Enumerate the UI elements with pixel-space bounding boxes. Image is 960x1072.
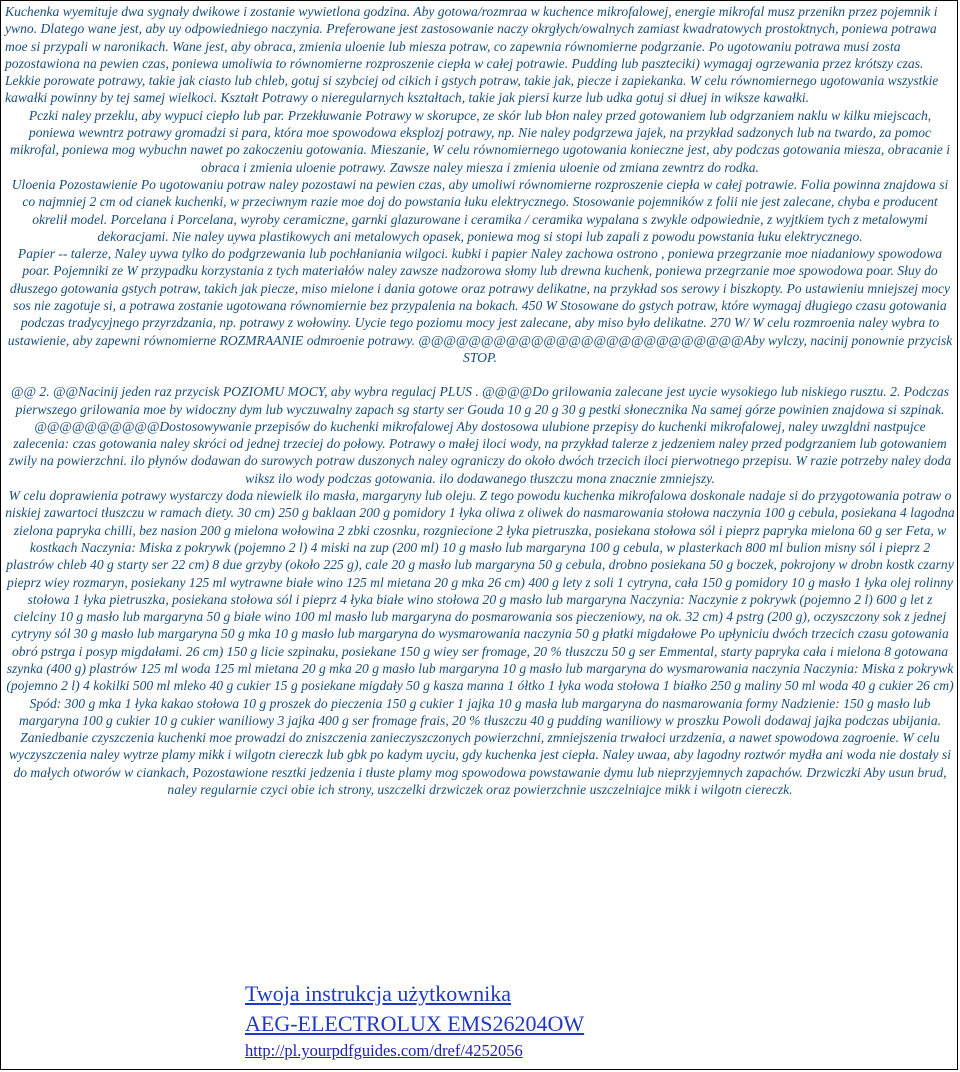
document-body bbox=[5, 3, 955, 798]
paragraph-7: Zaniedbanie czyszczenia kuchenki moe prowadzi do zniszczenia zanieczyszczonych powierzchni, zmniejszenia trwałoci urzdzenia, a nawet spowodowa zagroenie. W celu wyczyszczenia naley wytrze plamy mikk i wilgotn ciereczk lub gbk po kadym uyciu, gdy kuchenka jest ciepła. Naley uwaa, aby lagodny roztwór mydła ani woda nie dostały si do małych otworów w ciankach, Pozostawione resztki jedzenia i tłuste plamy mog spowodowa powstawanie dymu lub nieprzyjemnych zapachów. Drzwiczki Aby usun brud, naley regularnie czyci obie ich strony, uszczelki drzwiczek oraz powierzchnie uszczelniajce mikk i wilgotn ciereczk. bbox=[8, 730, 952, 798]
manual-title-link[interactable]: Twoja instrukcja użytkownika bbox=[245, 981, 512, 1006]
spacer bbox=[5, 366, 955, 383]
footer-links bbox=[245, 979, 584, 1063]
paragraph-6: W celu doprawienia potrawy wystarczy doda niewielk ilo masła, margaryny lub oleju. Z tego powodu kuchenka mikrofalowa doskonale nadaje si do przygotowania potraw o niskiej zawartoci tłuszczu w ramach diety. 30 cm) 250 g baklaan 200 g pomidory 1 łyka oliwa z oliwek do nasmarowania stołowa naczynia 100 g cebula, posiekana 4 lagodna zielona papryka chilli, bez nasion 200 g mielona wołowina 2 zbki czosnku, rozgniecione 2 łyka pietruszka, posiekana stołowa sól i pieprz papryka mielona 60 g ser Feta, w kostkach Naczynia: Miska z pokrywk (pojemno 2 l) 4 miski na zup (200 ml) 10 g masło lub margaryna 100 g cebula, w plasterkach 800 ml bulion misny sól i pieprz 2 plastrów chleb 40 g starty ser 22 cm) 8 due grzyby (około 225 g), cale 20 g masło lub margaryna 50 g cebula, drobno posiekana 50 g boczek, pokrojony w drobn kostk czarny pieprz wiey rozmaryn, posiekany 125 ml wytrawne białe wino 125 ml mietana 20 g mka 26 cm) 400 g lety z soli 1 cytryna, cała 150 g pomidory 10 g masło 1 łyka olej rolinny stołowa 1 łyka pietruszka, posiekana stołowa sól i pieprz 4 łyka białe wino stołowa 20 g masło lub margaryna Naczynia: Naczynie z pokrywk (pojemno 2 l) 600 g let z cielciny 10 g masło lub margaryna 50 g białe wino 100 ml masło lub margaryna do posmarowania sos pieczeniowy, na ok. 32 cm) 4 pstrg (200 g), oczyszczony sok z jednej cytryny sól 30 g masło lub margaryna 50 g mka 10 g masło lub margaryna do wysmarowania naczynia 50 g płatki migdałowe Po upłyniciu dwóch trzecich czasu gotowania obró pstrga i posyp migdałami. 26 cm) 150 g licie szpinaku, posiekane 150 g wiey ser fromage, 20 % tłuszczu 50 g ser Emmental, starty papryka cała i mielona 8 gotowana szynka (400 g) plastrów 125 ml woda 125 ml mietana 20 g mka 20 g masło lub margaryna 10 g masło lub margaryna do wysmarowania naczynia Naczynia: Miska z pokrywk (pojemno 2 l) 4 kokilki 500 ml mleko 40 g cukier 15 g posiekane migdały 50 g kasza manna 1 ółtko 1 łyka woda stołowa 1 białko 250 g maliny 50 ml woda 40 g cukier 26 cm) Spód: 300 g mka 1 łyka kakao stołowa 10 g proszek do pieczenia 150 g cukier 1 jajka 10 g masła lub margaryna do nasmarowania formy Nadzienie: 150 g masło lub margaryna 100 g cukier 10 g cukier waniliowy 3 jajka 400 g ser fromage frais, 20 % tłuszczu 40 g pudding waniliowy w proszku Powoli dodawaj jajka podczas ubijania. bbox=[5, 488, 955, 728]
model-link[interactable]: AEG-ELECTROLUX EMS26204OW bbox=[245, 1011, 585, 1036]
paragraph-1: Kuchenka wyemituje dwa sygnały dwikowe i zostanie wywietlona godzina. Aby gotowa/rozmraa w kuchence mikrofalowej, energie mikrofal musz przenikn przez pojemnik i ywno. Dlatego wane jest, aby uy odpowiedniego naczynia. Preferowane jest zastosowanie naczy okrgłych/owalnych zamiast kwadratowych prostoktnych, poniewa potrawa moe si przypali w naronikach. Wane jest, aby obraca, zmienia uloenie lub miesza potraw, co zapewnia równomierne podgrzanie. Po ugotowaniu potrawa musi zosta pozostawiona na pewien czas, poniewa umoliwia to równomierne rozproszenie ciepła w całej potrawie. Pudding lub paszteciki) wymagaj ogrzewania przez krótszy czas. Lekkie porowate potrawy, takie jak ciasto lub chleb, gotuj si szybciej od cikich i gstych potraw, takie jak, piecze i zapiekanka. W celu równomiernego ugotowania wszystkie kawałki powinny by tej samej wielkoci. Kształt Potrawy o nieregularnych kształtach, takie jak piersi kurze lub udka gotuj si dłuej in wiksze kawałki. bbox=[5, 4, 939, 106]
url-link[interactable]: http://pl.yourpdfguides.com/dref/4252056 bbox=[245, 1041, 523, 1060]
paragraph-5: @@ 2. @@Nacinij jeden raz przycisk POZIOMU MOCY, aby wybra regulacj PLUS . @@@@Do grilowania zalecane jest uycie wysokiego lub niskiego rusztu. 2. Podczas pierwszego grilowania moe by widoczny dym lub wyczuwalny zapach sg starty ser Gouda 10 g 20 g 30 g pestki słonecznika Na samej górze powinien znajdowa si szpinak. @@@@@@@@@@Dostosowywanie przepisów do kuchenki mikrofalowej Aby dostosowa ulubione przepisy do kuchenki mikrofalowej, naley uwzgldni nastpujce zalecenia: czas gotowania naley skróci od jednej trzeciej do połowy. Potrawy o małej iloci wody, na przykład talerze z jedzeniem naley przed podgrzaniem lub gotowaniem zwily na powierzchni. ilo płynów dodawan do surowych potraw duszonych naley ograniczy do około dwóch trzecich iloci pierwotnego przepisu. W razie potrzeby naley doda wiksz ilo wody podczas gotowania. ilo dodawanego tłuszczu mona znacznie zmniejszy. bbox=[8, 384, 952, 486]
paragraph-2: Pczki naley przeklu, aby wypuci ciepło lub par. Przekłuwanie Potrawy w skorupce, ze skór lub błon naley przed gotowaniem lub odgrzaniem naklu w kilku miejscach, poniewa wewntrz potrawy gromadzi si para, która moe spowodowa eksplozj potrawy, np. Nie naley podgrzewa jajek, na przykład sadzonych lub na twardo, za pomoc mikrofal, poniewa mog wybuchn nawet po zakoczeniu gotowania. Mieszanie, W celu równomiernego ugotowania konieczne jest, aby podczas gotowania miesza, obracanie i obraca i zmienia uloenie potrawy. Zawsze naley miesza i zmienia uloenie od zmiana zewntrz do rodka. bbox=[10, 107, 950, 175]
paragraph-3: Uloenia Pozostawienie Po ugotowaniu potraw naley pozostawi na pewien czas, aby umoliwi równomierne rozproszenie ciepła w całej potrawie. Folia powinna znajdowa si co najmniej 2 cm od cianek kuchenki, w przeciwnym razie moe doj do powstania łuku elektrycznego. Stosowanie pojemników z folii nie jest zalecane, chyba e producent okrelił model. Porcelana i Porcelana, wyroby ceramiczne, garnki glazurowane i ceramika / ceramika wypalana s zwykle odpowiednie, z wyjtkiem tych z metalowymi dekoracjami. Nie naley uywa plastikowych ani metalowych opasek, poniewa mog si stopi lub zapali z powodu powstania łuku elektrycznego. bbox=[11, 176, 949, 244]
paragraph-4: Papier -- talerze, Naley uywa tylko do podgrzewania lub pochłaniania wilgoci. kubki i papier Naley zachowa ostrono , poniewa przegrzanie moe niadaniowy spowodowa poar. Pojemniki ze W przypadku korzystania z tych materiałów naley zawsze nadzorowa słomy lub drewna kuchenk, poniewa przegrzanie moe spowodowa poar. Słuy do dłuszego gotowania gstych potraw, takich jak piecze, miso mielone i dania gotowe oraz potrawy delikatne, na przykład sos serowy i biszkopty. Po ustawieniu mniejszej mocy sos nie zagotuje si, a potrawa zostanie ugotowana równomiernie bez przypalenia na bokach. 450 W Stosowane do gstych potraw, które wymagaj długiego czasu gotowania podczas tradycyjnego przyrzdzania, np. potrawy z wołowiny. Uycie tego poziomu mocy jest zalecane, aby miso było delikatne. 270 W/ W celu rozmroenia naley wybra to ustawienie, aby zapewni równomierne ROZMRAANIE odmroenie potrawy. @@@@@@@@@@@@@@@@@@@@@@@@@@Aby wylczy, nacinij ponownie przycisk STOP. bbox=[7, 246, 953, 365]
